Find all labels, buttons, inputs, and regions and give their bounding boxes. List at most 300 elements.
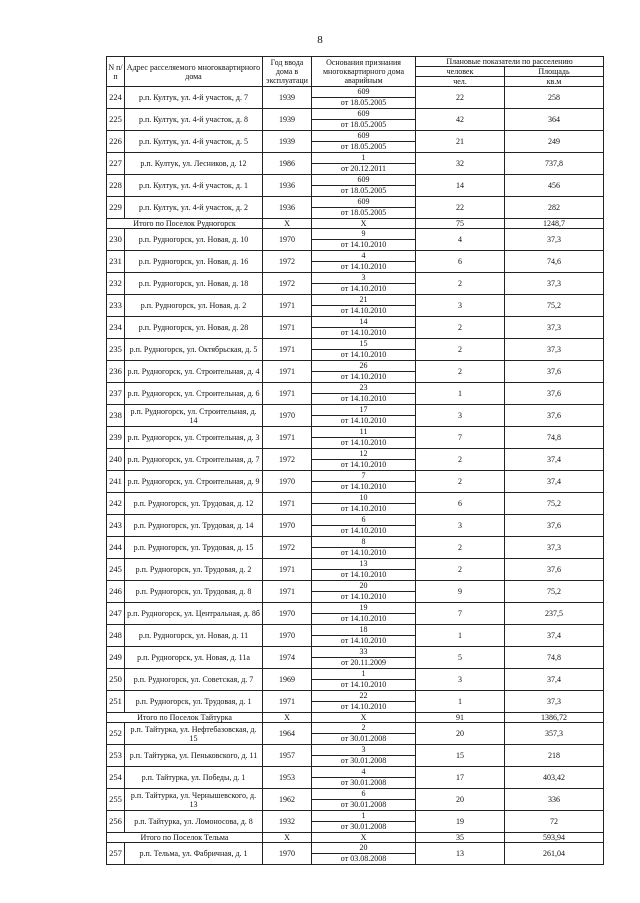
row-people: 22 (416, 197, 505, 219)
table-row (107, 789, 604, 811)
table-row (107, 175, 604, 197)
row-basis (312, 197, 416, 219)
row-people: 14 (416, 175, 505, 197)
row-area: 37,6 (505, 383, 604, 405)
basis-doc-date: от 14.10.2010 (340, 592, 387, 601)
row-people: 17 (416, 767, 505, 789)
row-number: 226 (107, 131, 125, 153)
row-number: 236 (107, 361, 125, 383)
row-year: 1974 (263, 647, 312, 669)
basis-doc-number: 26 (312, 361, 415, 372)
row-year: 1962 (263, 789, 312, 811)
row-number: 247 (107, 603, 125, 625)
row-year: 1971 (263, 339, 312, 361)
row-address: р.п. Рудногорск, ул. Трудовая, д. 2 (125, 559, 263, 581)
table-row (107, 811, 604, 833)
row-number: 252 (107, 723, 125, 745)
table-body (107, 87, 604, 865)
row-year: 1970 (263, 515, 312, 537)
row-basis (312, 843, 416, 865)
total-people: 35 (416, 833, 505, 843)
row-basis (312, 669, 416, 691)
row-basis (312, 625, 416, 647)
basis-doc-number: 4 (312, 251, 415, 262)
row-number: 230 (107, 229, 125, 251)
basis-doc-number: 6 (312, 515, 415, 526)
table-row (107, 317, 604, 339)
total-year: Х (263, 713, 312, 723)
basis-doc-number: 1 (312, 811, 415, 822)
row-number: 248 (107, 625, 125, 647)
row-basis (312, 647, 416, 669)
row-year: 1972 (263, 251, 312, 273)
row-people: 3 (416, 405, 505, 427)
row-year: 1971 (263, 427, 312, 449)
row-people: 6 (416, 493, 505, 515)
row-area: 74,8 (505, 647, 604, 669)
row-year: 1939 (263, 87, 312, 109)
row-address: р.п. Рудногорск, ул. Трудовая, д. 14 (125, 515, 263, 537)
row-year: 1932 (263, 811, 312, 833)
row-basis (312, 175, 416, 197)
row-year: 1971 (263, 317, 312, 339)
row-people: 1 (416, 625, 505, 647)
basis-doc-date: от 30.01.2008 (340, 800, 387, 809)
table-row (107, 581, 604, 603)
row-basis (312, 537, 416, 559)
basis-doc-number: 20 (312, 581, 415, 592)
basis-doc-date: от 18.05.2005 (340, 208, 387, 217)
basis-doc-date: от 14.10.2010 (340, 680, 387, 689)
row-address: р.п. Култук, ул. 4-й участок, д. 8 (125, 109, 263, 131)
table-row (107, 131, 604, 153)
row-address: р.п. Рудногорск, ул. Строительная, д. 14 (125, 405, 263, 427)
row-number: 250 (107, 669, 125, 691)
row-number: 228 (107, 175, 125, 197)
table-row (107, 537, 604, 559)
row-address: р.п. Култук, ул. 4-й участок, д. 5 (125, 131, 263, 153)
row-area: 261,04 (505, 843, 604, 865)
table-row (107, 87, 604, 109)
row-area: 75,2 (505, 295, 604, 317)
row-year: 1972 (263, 273, 312, 295)
row-basis (312, 405, 416, 427)
row-address: р.п. Рудногорск, ул. Октябрьская, д. 5 (125, 339, 263, 361)
table-row (107, 625, 604, 647)
table-row (107, 767, 604, 789)
row-number: 239 (107, 427, 125, 449)
header-planned: Плановые показатели по расселению (416, 57, 604, 67)
basis-doc-number: 14 (312, 317, 415, 328)
row-address: р.п. Рудногорск, ул. Новая, д. 2 (125, 295, 263, 317)
row-address: р.п. Рудногорск, ул. Трудовая, д. 1 (125, 691, 263, 713)
table-row (107, 669, 604, 691)
row-year: 1970 (263, 405, 312, 427)
row-address: р.п. Рудногорск, ул. Строительная, д. 4 (125, 361, 263, 383)
total-basis: Х (312, 833, 416, 843)
row-area: 364 (505, 109, 604, 131)
row-people: 32 (416, 153, 505, 175)
row-people: 2 (416, 339, 505, 361)
table-row (107, 405, 604, 427)
row-area: 37,6 (505, 515, 604, 537)
basis-doc-number: 9 (312, 229, 415, 240)
basis-doc-date: от 14.10.2010 (340, 306, 387, 315)
row-year: 1971 (263, 361, 312, 383)
row-area: 37,3 (505, 317, 604, 339)
basis-doc-number: 12 (312, 449, 415, 460)
header-people-unit: чел. (416, 77, 505, 87)
total-label: Итого по Поселок Тельма (107, 833, 263, 843)
row-year: 1969 (263, 669, 312, 691)
table-row (107, 109, 604, 131)
row-year: 1970 (263, 843, 312, 865)
table-row (107, 691, 604, 713)
basis-doc-date: от 14.10.2010 (340, 460, 387, 469)
row-number: 251 (107, 691, 125, 713)
row-address: р.п. Тайтурка, ул. Ломоносова, д. 8 (125, 811, 263, 833)
row-number: 255 (107, 789, 125, 811)
row-area: 75,2 (505, 581, 604, 603)
table-row (107, 295, 604, 317)
row-area: 456 (505, 175, 604, 197)
row-address: р.п. Тайтурка, ул. Победы, д. 1 (125, 767, 263, 789)
row-number: 242 (107, 493, 125, 515)
row-address: р.п. Рудногорск, ул. Новая, д. 18 (125, 273, 263, 295)
row-address: р.п. Рудногорск, ул. Трудовая, д. 8 (125, 581, 263, 603)
row-people: 22 (416, 87, 505, 109)
row-basis (312, 383, 416, 405)
row-basis (312, 449, 416, 471)
row-area: 282 (505, 197, 604, 219)
row-address: р.п. Култук, ул. Лесников, д. 12 (125, 153, 263, 175)
basis-doc-date: от 14.10.2010 (340, 372, 387, 381)
total-people: 91 (416, 713, 505, 723)
row-basis (312, 427, 416, 449)
basis-doc-number: 1 (312, 153, 415, 164)
row-basis (312, 295, 416, 317)
basis-doc-number: 11 (312, 427, 415, 438)
row-basis (312, 109, 416, 131)
row-year: 1971 (263, 559, 312, 581)
row-basis (312, 153, 416, 175)
total-row (107, 713, 604, 723)
row-people: 4 (416, 229, 505, 251)
row-address: р.п. Рудногорск, ул. Новая, д. 10 (125, 229, 263, 251)
row-people: 6 (416, 251, 505, 273)
row-number: 253 (107, 745, 125, 767)
total-area: 1248,7 (505, 219, 604, 229)
row-area: 249 (505, 131, 604, 153)
row-number: 229 (107, 197, 125, 219)
basis-doc-number: 6 (312, 789, 415, 800)
row-people: 1 (416, 383, 505, 405)
basis-doc-number: 609 (312, 197, 415, 208)
basis-doc-number: 17 (312, 405, 415, 416)
row-number: 249 (107, 647, 125, 669)
row-area: 37,3 (505, 273, 604, 295)
row-year: 1970 (263, 471, 312, 493)
row-year: 1964 (263, 723, 312, 745)
basis-doc-number: 8 (312, 537, 415, 548)
basis-doc-date: от 14.10.2010 (340, 636, 387, 645)
basis-doc-number: 3 (312, 273, 415, 284)
table-row (107, 229, 604, 251)
row-people: 5 (416, 647, 505, 669)
basis-doc-number: 33 (312, 647, 415, 658)
basis-doc-number: 20 (312, 843, 415, 854)
row-area: 37,6 (505, 559, 604, 581)
row-area: 37,6 (505, 361, 604, 383)
basis-doc-date: от 20.12.2011 (340, 164, 387, 173)
total-row (107, 219, 604, 229)
row-number: 227 (107, 153, 125, 175)
row-people: 21 (416, 131, 505, 153)
table-row (107, 153, 604, 175)
row-address: р.п. Рудногорск, ул. Советская, д. 7 (125, 669, 263, 691)
page-number: 8 (317, 34, 323, 46)
row-people: 2 (416, 449, 505, 471)
basis-doc-number: 19 (312, 603, 415, 614)
basis-doc-number: 23 (312, 383, 415, 394)
row-people: 3 (416, 515, 505, 537)
row-address: р.п. Тайтурка, ул. Чернышевского, д. 13 (125, 789, 263, 811)
basis-doc-date: от 18.05.2005 (340, 186, 387, 195)
table-row (107, 383, 604, 405)
basis-doc-date: от 18.05.2005 (340, 142, 387, 151)
row-number: 234 (107, 317, 125, 339)
row-address: р.п. Рудногорск, ул. Строительная, д. 9 (125, 471, 263, 493)
row-area: 37,6 (505, 405, 604, 427)
row-year: 1970 (263, 625, 312, 647)
basis-doc-date: от 14.10.2010 (340, 328, 387, 337)
row-people: 3 (416, 669, 505, 691)
basis-doc-number: 15 (312, 339, 415, 350)
basis-doc-date: от 14.10.2010 (340, 284, 387, 293)
basis-doc-number: 7 (312, 471, 415, 482)
row-address: р.п. Култук, ул. 4-й участок, д. 7 (125, 87, 263, 109)
row-area: 72 (505, 811, 604, 833)
row-address: р.п. Култук, ул. 4-й участок, д. 2 (125, 197, 263, 219)
row-number: 241 (107, 471, 125, 493)
basis-doc-number: 1 (312, 669, 415, 680)
header-address: Адрес расселяемого многоквартирного дома (125, 57, 263, 87)
row-address: р.п. Рудногорск, ул. Новая, д. 11 (125, 625, 263, 647)
row-area: 37,3 (505, 691, 604, 713)
row-people: 15 (416, 745, 505, 767)
basis-doc-date: от 30.01.2008 (340, 822, 387, 831)
basis-doc-number: 609 (312, 175, 415, 186)
row-people: 20 (416, 723, 505, 745)
basis-doc-number: 21 (312, 295, 415, 306)
row-number: 225 (107, 109, 125, 131)
basis-doc-date: от 14.10.2010 (340, 570, 387, 579)
table-row (107, 427, 604, 449)
row-area: 75,2 (505, 493, 604, 515)
basis-doc-date: от 14.10.2010 (340, 548, 387, 557)
header-area-unit: кв.м (505, 77, 604, 87)
row-year: 1972 (263, 537, 312, 559)
row-people: 9 (416, 581, 505, 603)
row-number: 246 (107, 581, 125, 603)
row-area: 37,4 (505, 471, 604, 493)
row-area: 37,3 (505, 339, 604, 361)
row-number: 243 (107, 515, 125, 537)
table-row (107, 273, 604, 295)
table-row (107, 647, 604, 669)
resettlement-table (106, 56, 604, 865)
row-number: 257 (107, 843, 125, 865)
row-area: 37,3 (505, 229, 604, 251)
row-address: р.п. Тайтурка, ул. Нефтебазовская, д. 15 (125, 723, 263, 745)
row-address: р.п. Рудногорск, ул. Строительная, д. 7 (125, 449, 263, 471)
table-row (107, 197, 604, 219)
basis-doc-date: от 14.10.2010 (340, 438, 387, 447)
row-address: р.п. Рудногорск, ул. Новая, д. 28 (125, 317, 263, 339)
row-area: 403,42 (505, 767, 604, 789)
row-basis (312, 745, 416, 767)
total-basis: Х (312, 713, 416, 723)
total-area: 1386,72 (505, 713, 604, 723)
row-basis (312, 581, 416, 603)
row-area: 737,8 (505, 153, 604, 175)
row-area: 37,3 (505, 537, 604, 559)
row-number: 237 (107, 383, 125, 405)
table-row (107, 515, 604, 537)
row-basis (312, 789, 416, 811)
row-people: 42 (416, 109, 505, 131)
row-year: 1970 (263, 603, 312, 625)
row-number: 256 (107, 811, 125, 833)
row-year: 1971 (263, 295, 312, 317)
row-area: 218 (505, 745, 604, 767)
row-address: р.п. Рудногорск, ул. Центральная, д. 8б (125, 603, 263, 625)
basis-doc-number: 609 (312, 87, 415, 98)
row-basis (312, 767, 416, 789)
row-number: 238 (107, 405, 125, 427)
row-basis (312, 131, 416, 153)
row-area: 74,8 (505, 427, 604, 449)
row-basis (312, 603, 416, 625)
basis-doc-number: 10 (312, 493, 415, 504)
basis-doc-date: от 14.10.2010 (340, 702, 387, 711)
row-people: 13 (416, 843, 505, 865)
header-basis: Основания признания многоквартирного дома аварийным (312, 57, 416, 87)
row-year: 1971 (263, 691, 312, 713)
basis-doc-number: 609 (312, 131, 415, 142)
row-area: 357,3 (505, 723, 604, 745)
row-address: р.п. Рудногорск, ул. Строительная, д. 6 (125, 383, 263, 405)
basis-doc-number: 18 (312, 625, 415, 636)
row-address: р.п. Тельма, ул. Фабричная, д. 1 (125, 843, 263, 865)
table-row (107, 471, 604, 493)
table-row (107, 449, 604, 471)
row-basis (312, 811, 416, 833)
table-row (107, 559, 604, 581)
table-row (107, 603, 604, 625)
basis-doc-date: от 30.01.2008 (340, 778, 387, 787)
header-num: N п/п (107, 57, 125, 87)
basis-doc-number: 609 (312, 109, 415, 120)
row-year: 1986 (263, 153, 312, 175)
row-number: 233 (107, 295, 125, 317)
table-row (107, 361, 604, 383)
table-row (107, 251, 604, 273)
total-people: 75 (416, 219, 505, 229)
basis-doc-date: от 18.05.2005 (340, 98, 387, 107)
row-people: 2 (416, 317, 505, 339)
basis-doc-date: от 14.10.2010 (340, 526, 387, 535)
table-header (107, 57, 604, 87)
row-people: 2 (416, 471, 505, 493)
row-basis (312, 515, 416, 537)
basis-doc-date: от 18.05.2005 (340, 120, 387, 129)
basis-doc-date: от 14.10.2010 (340, 482, 387, 491)
basis-doc-date: от 14.10.2010 (340, 240, 387, 249)
basis-doc-date: от 14.10.2010 (340, 504, 387, 513)
row-basis (312, 723, 416, 745)
row-year: 1971 (263, 383, 312, 405)
row-area: 37,4 (505, 625, 604, 647)
basis-doc-date: от 30.01.2008 (340, 756, 387, 765)
header-people: человек (416, 67, 505, 77)
row-people: 2 (416, 361, 505, 383)
row-people: 19 (416, 811, 505, 833)
row-people: 1 (416, 691, 505, 713)
row-area: 37,4 (505, 669, 604, 691)
header-area: Площадь (505, 67, 604, 77)
row-year: 1939 (263, 109, 312, 131)
total-area: 593,94 (505, 833, 604, 843)
basis-doc-date: от 20.11.2009 (340, 658, 387, 667)
row-basis (312, 317, 416, 339)
total-year: Х (263, 219, 312, 229)
row-basis (312, 339, 416, 361)
row-number: 245 (107, 559, 125, 581)
row-people: 7 (416, 427, 505, 449)
row-address: р.п. Тайтурка, ул. Пеньковского, д. 11 (125, 745, 263, 767)
row-people: 2 (416, 537, 505, 559)
row-basis (312, 273, 416, 295)
row-area: 74,6 (505, 251, 604, 273)
table-row (107, 723, 604, 745)
row-number: 224 (107, 87, 125, 109)
row-year: 1971 (263, 493, 312, 515)
row-people: 20 (416, 789, 505, 811)
row-address: р.п. Рудногорск, ул. Новая, д. 11а (125, 647, 263, 669)
row-number: 254 (107, 767, 125, 789)
row-people: 3 (416, 295, 505, 317)
header-year: Год ввода дома в эксплуатаци (263, 57, 312, 87)
row-basis (312, 559, 416, 581)
row-year: 1970 (263, 229, 312, 251)
row-basis (312, 361, 416, 383)
total-label: Итого по Поселок Тайтурка (107, 713, 263, 723)
row-address: р.п. Рудногорск, ул. Трудовая, д. 15 (125, 537, 263, 559)
table-row (107, 843, 604, 865)
row-basis (312, 471, 416, 493)
row-year: 1939 (263, 131, 312, 153)
row-area: 37,4 (505, 449, 604, 471)
row-basis (312, 229, 416, 251)
row-year: 1936 (263, 197, 312, 219)
basis-doc-number: 2 (312, 723, 415, 734)
total-row (107, 833, 604, 843)
row-number: 240 (107, 449, 125, 471)
row-year: 1971 (263, 581, 312, 603)
table-row (107, 493, 604, 515)
basis-doc-number: 3 (312, 745, 415, 756)
